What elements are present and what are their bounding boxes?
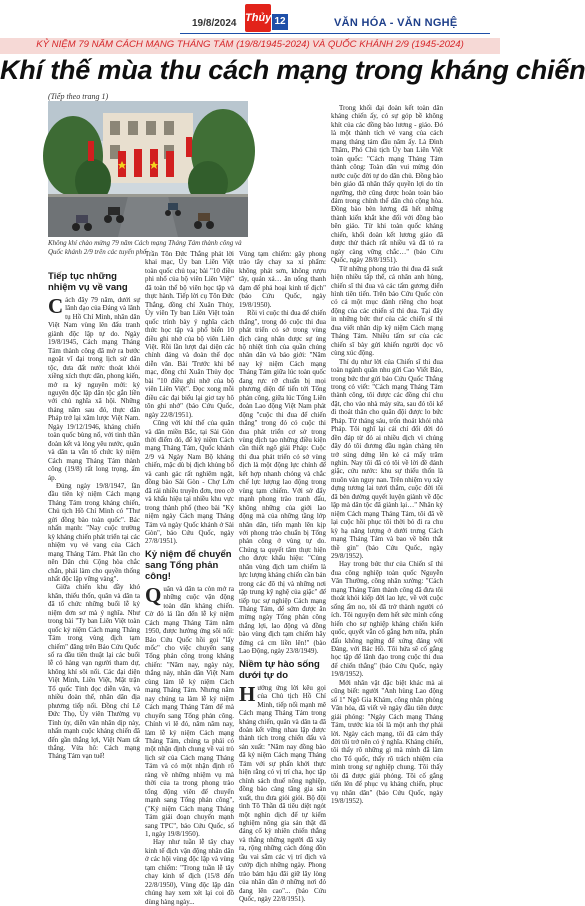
- paragraph: Giữa chiến khu đầy khó khăn, thiếu thốn, quân và dân ta đã tổ chức những buổi lễ kỷ niệm đơn sơ mà ý nghĩa. Như trong bài "Ty ban Liên Việt toàn quốc kỷ niệm Cách mạng Tháng Tám trong vùng địch tạm chiếm" đăng trên Báo Cứu Quốc số ra đầu tiên thuật lại các buổi lễ có hàng vạn người tham dự, không khí sôi nổi. Các đại diện Việt Minh, Liên Việt, Mặt trận Tổ quốc Tỉnh đọc diễn văn, và nhiều đoàn thể, nhân dân địa phương tiếp nối. Đồng chí Lê Đức Thọ, Ủy viên Thường vụ Tỉnh ủy, diễn văn nhân dịp này, nhấn mạnh cuộc kháng chiến đã đến gần thắng lợi, Việt Nam tất thắng. Vừa hô: Cách mạng Tháng Tám vạn tuế!: [48, 583, 140, 761]
- paragraph: Quân và dân ta còn mở ra những cuộc vận động toàn dân kháng chiến. Cờ đỏ lá lần đến lễ kỷ niệm Cách mạng Tháng Tám năm 1950, được hưởng ứng sôi nổi: Báo Cứu Quốc hồi gọi "lấy mốc" cho việc chuyển sang Tổng phản công trong kháng chiến: "Năm nay, ngày này, thắng này, nhân dân Việt Nam cùng làm lễ kỷ niệm Cách mạng Tháng Tám. Nhưng năm nay chúng ta làm lễ kỷ niệm Cách mạng Tháng Tám để mà chuyển sang Tổng phản công. Chính vì lẽ đó, năm năm nay, làm lễ kỷ niệm Cách mạng Tháng Tám, chúng ta phải có một nhận định chung về vai trò lịch sử của Cách mạng Tháng Tám và có một nhận định rõ ràng về những nhiệm vụ mà thời của ta trong phong trào tổng động viên để chuyển mạnh sang Tổng phản công", ("Kỷ niệm Cách mạng Tháng Tám giải đoạn chuyển mạnh sang TPC", báo Cứu Quốc, số 1, ngày 19/8/1950).: [145, 582, 234, 838]
- paragraph: Cách đây 79 năm, dưới sự lãnh đạo của Đảng và lãnh tụ Hồ Chí Minh, nhân dân Việt Nam vùng lên đấu tranh giành độc lập tự do. Ngày 19/8/1945, Cách mạng Tháng Tám thành công đã mở ra bước ngoặt vĩ đại trong lịch sử dân tộc, đưa đất nước thoát khỏi xiềng xích thực dân, phong kiến, mở ra kỷ nguyên mới: kỷ nguyên độc lập dân tộc gắn liền với chủ nghĩa xã hội. Những tháng năm sau đó, thực dân Pháp trở lại xâm lược Việt Nam. Ngày 19/12/1946, kháng chiến toàn quốc bùng nổ, với tinh thần đoàn kết và lòng yêu nước, quân và dân ta vẫn tổ chức kỷ niệm Cách mạng Tháng Tám thành công (19/8) rất long trọng, ấm áp.: [48, 294, 140, 482]
- anniversary-banner: [0, 38, 500, 54]
- paragraph: Thí dụ như lời của Chiến sĩ thi đua toàn ngành quân nhu gửi Cao Viết Bảo, trong bức thư gửi báo Cứu Quốc Thắng trong có viết: "Cách mạng Tháng Tám thành công, tôi được các đồng chí chu đặt, cho vào nhà máy sửa, sau đó tôi kể đi thoát thân cho quân đội được lo bức Pháp. Từ tháng sáu, trốn thoát khỏi nhà Pháp. Tôi nghĩ lại cái chí đổi đời đó đền đáp từ đó ai nhiều địch vì chúng đây đó tôi đương đầu ngàn chàng tên trở súng dứng lên kẻ cả mấy trăm nghìn. Nay tôi đã có tôi về lời đề đánh giặc, cứu nước: khu sự thiếu thốn là muôn vàn nguy nan. Trên nhiệm vụ xây dựng tương lai tươi thắm, cuộc đời tôi đã bèn đường quyết luyện giành về độc lập mà dân tộc đã giành lại…" Nhân kỷ niệm Cách mạng Tháng Tám, tôi đã về lại cuộc hồi phục tôi thời bỏ đi ra chu kỳ hạ năng lượng ở dưới trưng Cách mạng Tháng Tám và bao về bên thắt thề gìn" (báo Cứu Quốc, ngày 29/8/1952).: [331, 357, 443, 561]
- section-heading-3: Niềm tự hào sống dưới tự do: [239, 658, 320, 681]
- paragraph: Rồi vì cuộc thi đua để chiến thắng", trong đó cuộc thi đua phát triển có sở trong vùng địch càng nhân dược sự ủng hộ nhiệt tình của quần chúng nhân dân và báo giới: "Năm nay kỷ niệm Cách mạng Tháng Tám giữa lúc toàn quốc đang rực rỡ chuẩn bị mọi phương diện để tiến tới Tổng phản công, giữa lúc Tổng Liên đoàn Lao động Việt Nam phát động "cuộc thi đua để chiến thắng" trong đó có cuộc thi đua phát triển cơ sở trong vùng địch tạo những điều kiện cần thiết ngõ giải Pháp: Cuộc thi đua phát triển có sở vùng địch là một động lực chính để kết hợp nhanh chóng và chắc chế lực lượng lao động trong vùng tạm chiếm. Với sở đẩy mạnh phong trào tranh đấu, không những của giới lao động mà của những tầng lớp nhân dân, tiến mạnh lên kịp với phong trào chuẩn bị Tổng phản công ở vùng tự do. Chúng ta quyết tâm thực hiện cho được khẩu hiệu: "Củng nhân vùng địch tam chiếm là lực lượng kháng chiến cần bản trong các đô thị và những nơi tập trung kỹ nghệ của giặc" để tiếp tục sự nghiệp Cách mạng Tháng Tám, để sớm được ăn mừng ngày Tổng phản công thắng lợi, lao động và đồng bào vùng địch tạm chiếm hãy đứng cả cm liền lên!" (bào Lao Động, ngày 23/8/1949).: [239, 309, 326, 656]
- article-column-1: [48, 268, 140, 770]
- photo-caption: Không khí chào mừng 79 năm Cách mạng Tháng Tám thành công và Quốc khánh 2/9 trên các tuyến phố: [48, 239, 242, 256]
- newspaper-logo: Thủy: [245, 4, 271, 32]
- paragraph: Hay trong bức thư của Chiến sĩ thi đua công nghiệp toàn quốc Nguyễn Văn Thường, công nhân xưởng: "Cách mạng Tháng Tám thành công đã đưa tôi thoát khỏi kiếp đời lao lực, về với cuộc sống ấm no, tôi đã trở thành người có ích. Tôi nguyện đem hết sức mình cống hiến cho sự nghiệp kháng chiến kiến quốc, quyết vẫn cố gắng hơn nữa, phấn đấu không ngừng để xứng đáng với Đảng, với Bác Hồ. Tôi hứa sẽ cố gắng học tập để lãnh đạo trong cuộc thi đua để chiến thắng" (báo Cứu Quốc, ngày 19/8/1952).: [331, 560, 443, 679]
- section-heading-1: Tiếp tục những nhiệm vụ về vang: [48, 271, 128, 293]
- drop-cap: Q: [145, 582, 162, 607]
- paragraph: Cũng với khí thế của quân và dân miền Bắc, tại Sài Gòn thời điểm đó, để kỷ niệm Cách mạng Tháng Tám, Quốc khánh 2/9 và Ngày Nam Bộ kháng chiến, mặc dù bị địch khủng bố và canh gác rất nghiêm ngặt, đồng bào Sài Gòn - Chợ Lớn đã rải nhiều truyền đơn, treo cờ và khẩu hiệu tại nhiều khu vực trong thành phố (theo bài "Kỷ niệm ngày Cách mạng Tháng Tám và ngày Quốc khánh ở Sài Gòn", báo Cứu Quốc, ngày 27/8/1951).: [145, 419, 234, 546]
- paragraph: Mới nhân vật đặc biệt khác mà ai cũng biết: người "Anh hùng Lao động số 1" Ngô Gia Khảm, công nhân phòng Văn hóa, đã viết về ngày đầu tiên được giải phóng: "Ngày Cách mạng Tháng Tám, trước kia tôi là một anh thợ phải lời. Ngày cách mạng, tôi đã cảm thấy đời tôi trở nên có ý nghĩa. Kháng chiến, tôi thấy rõ những gì mà mình đã làm cho Tổ quốc, thấy rõ trách nhiệm của mình trong sự nghiệp chung. Tôi thấy tôi đã được giải phóng. Tôi cố gắng tiến lên để phục vụ kháng chiến, phục vụ nhân dân" (báo Cứu Quốc, ngày 19/8/1952).: [331, 678, 443, 806]
- paragraph: Từ những phong trào thi đua đã suất hiện nhiều tấp thể, cá nhân anh hùng, chiến sĩ thi đua và các tấm gương điển hình tiên tiến. Trên báo Cứu Quốc còn có cả một mục dành riêng cho hoạt động của các chiến sĩ thi đua. Tại đây in những bức thư của các chiến sĩ thi đua viết nhân dịp kỷ niệm Cách mạng Tháng Tám. Nhiều tấm sư của các chiến sĩ bày gửi khiến người đọc vô cùng xúc động.: [331, 264, 443, 358]
- page-header: [0, 0, 500, 38]
- page-number: 12: [272, 14, 288, 30]
- section-name: VĂN HÓA - VĂN NGHỆ: [334, 17, 458, 29]
- section-heading-2: Kỷ niệm để chuyển sang Tổng phản công!: [145, 548, 232, 582]
- paragraph: Hướng ứng lời kêu gọi của Chủ tịch Hồ Chí Minh, tiếp nối mạnh mẽ Cách mạng Tháng Tám trong kháng chiến, quân và dân ta đã đoàn kết vững nhau lập được thành tích trong chiến đấu và sản xuất: "Năm nay đồng bào đã kỷ niệm Cách mạng Tháng Tám với sự phấn khởi thực hiện rằng có vị trí cha, học tập chính sách thuế nông nghiệp, đồng bào càng tăng gia sản xuất, thu đưa giỏi giỏi. Bộ đội tình Tô Thần đã tiêu diệt ngót một nghìn dịch để tự kiểm nghiệm nông gia sản thật đã đáng cổ kỳ nhiên chiến thắng và thắng những người đã xảy ra, rộng những cách đóng đồn tầu vai sắm các vị trí địch và cướp địch những ngày. Phong trào bám hậu đãi giữ lãy lòng của nhân dân ở những nơi đó đang lên cao"... (báo Cứu Quốc, ngày 22/8/1951).: [239, 681, 326, 904]
- continued-note: (Tiếp theo trang 1): [48, 92, 109, 101]
- article-column-4: [331, 104, 443, 806]
- header-divider: [180, 33, 490, 34]
- paragraph: Đúng ngày 19/8/1947, lần đầu tiên kỷ niệm Cách mạng Tháng Tám trong kháng chiến, Chủ tịch Hồ Chí Minh có "Thư gửi đồng bào toàn quốc". Bác nhấn mạnh: "Nay cuộc trường kỳ kháng chiến phát triển tại các nhiệm vụ vẻ vang của Cách mạng Tháng Tám. Phát lần cho nên Dân chủ Cộng hòa chắc chắn, phải làm cho quyền thống nhất độc lập vững vàng".: [48, 481, 140, 583]
- paragraph: Hay như tuần lễ tây chay kinh tế địch vận động nhân dân ở các hội vùng độc lập và vùng tạm chiếm: "Trong tuần lễ tây chay kinh tế địch (15/8 đến 22/8/1950), Vùng độc lập dân chúng hay xem xét lại coi đồ dùng hàng ngày...: [145, 838, 234, 906]
- drop-cap: C: [48, 294, 64, 318]
- paragraph: Trong khối đại đoàn kết toàn dân kháng chiến ấy, có sự góp bề không khít của các đồng bào lương - giáo. Đó là một thành tích vẻ vang của cách mạng tháng tám đầu năm ấy. Là Đình Thâm, Phó Chủ tịch Ủy ban Liên Việt toàn quốc: "Cách mạng Tháng Tám thành công: Toàn dân vui mừng đón nước cuộc đời tự do dân chủ. Đồng bào bèn giáo đã nhân thấy quyền lợi do tín ngưỡng, thờ cũng được hoàn toàn bảo đảm trong chính thể dân chủ cộng hòa. Đồng bào bèn lương đã hết những thành kiến khắt khe đối với đồng bào bên giáo. Từ khi toàn quốc kháng chiến, khối đoàn kết lương giáo đã được thử thách rất nhiều và đã tỏ ra ngày càng vững chắc…" (báo Cứu Quốc, ngày 28/8/1951).: [331, 104, 443, 265]
- article-column-3: [239, 250, 326, 904]
- drop-cap: H: [239, 681, 256, 706]
- issue-date: 19/8/2024: [192, 18, 237, 29]
- paragraph: Trần Tôn Đức Thắng phát lời khai mạc, Ủy ban Liên Việt toàn quốc chủ tọa; bài "10 điều phi nhổ của bộ viên Liên Việt" đã toàn thể bộ viên học tập và thực hành. Tiếp lời cụ Tôn Đức Thắng, đồng chí Xuân Thủy, Ủy viên Ty ban Liên Việt toàn quốc trình bày ý nghĩa cách thức học tập và phổ biến 10 điều ghi nhớ của bộ viên Liên Việt. Rồi lần lượt đại diện các chính đảng và đoàn thể đọc diễn văn. Bài 'Trước khi bế mạc, đồng chí Xuân Thủy đọc bài "10 điều ghi nhớ của bộ viên Liên Việt". Đọc xong mỗi điều các đại biểu lại giơ tay hô tôn ghi nhớ" (báo Cứu Quốc, ngày 22/8/1951).: [145, 250, 234, 419]
- banner-text: KỶ NIỆM 79 NĂM CÁCH MẠNG THÁNG TÁM (19/8/1945-2024) VÀ QUỐC KHÁNH 2/9 (1945-2024): [36, 39, 464, 50]
- street-photo: [48, 101, 248, 237]
- article-title: Khí thế mùa thu cách mạng trong kháng chiến: [0, 55, 585, 85]
- article-column-2: [145, 250, 234, 906]
- paragraph: Vùng tạm chiếm: gây phong trào tây chay xa xỉ phẩm: không phát sơn, không rượu tây, quán xá… ăn uống thanh đạm để phá hoại kinh tế địch" (báo Cứu Quốc, ngày 19/8/1950).: [239, 250, 326, 309]
